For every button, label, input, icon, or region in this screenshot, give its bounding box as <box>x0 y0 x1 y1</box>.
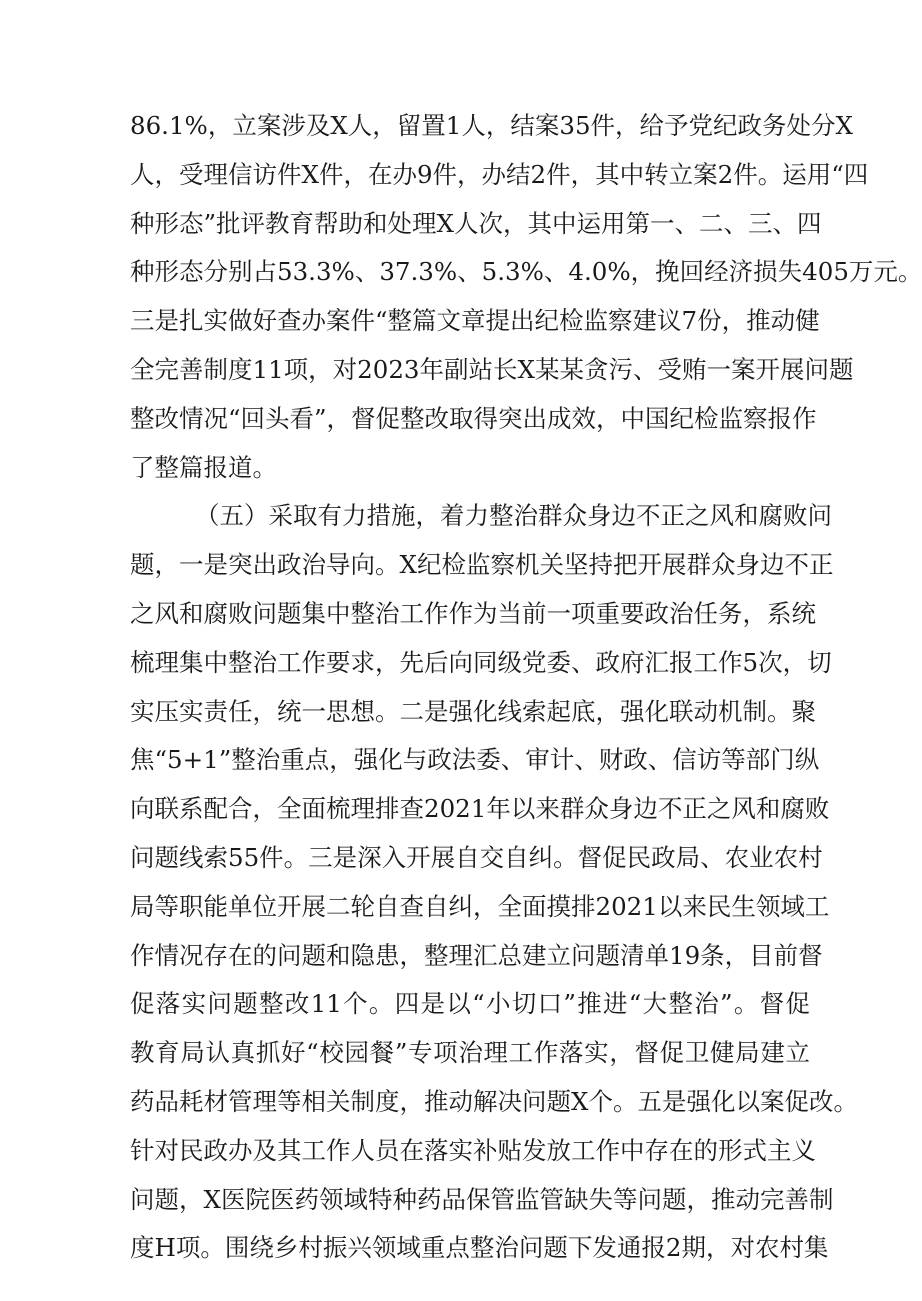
text-line: 全完善制度11项，对2023年副站长X某某贪污、受贿一案开展问题 <box>130 354 854 384</box>
text-line: 度H项。围绕乡村振兴领域重点整治问题下发通报2期，对农村集 <box>130 1233 829 1263</box>
text-line: 实压实责任，统一思想。二是强化线索起底，强化联动机制。聚 <box>130 696 816 726</box>
text-line: 86.1%，立案涉及X人，留置1人，结案35件，给予党纪政务处分X <box>130 111 853 140</box>
text-line: 三是扎实做好查办案件“整篇文章提出纪检监察建议7份，推动健 <box>130 306 820 336</box>
paragraph-1 <box>130 102 922 492</box>
text-line: 之风和腐败问题集中整治工作作为当前一项重要政治任务，系统 <box>130 598 816 628</box>
text-line: 种形态”批评教育帮助和处理X人次，其中运用第一、二、三、四 <box>130 208 822 238</box>
text-line: 题，一是突出政治导向。X纪检监察机关坚持把开展群众身边不正 <box>130 550 834 580</box>
text-line: 了整篇报道。 <box>130 452 277 482</box>
text-line: 作情况存在的问题和隐患，整理汇总建立问题清单19条，目前督 <box>130 940 823 970</box>
text-line: 整改情况“回头看”，督促整改取得突出成效，中国纪检监察报作 <box>130 403 817 433</box>
text-line: 人，受理信访件X件，在办9件，办结2件，其中转立案2件。运用“四 <box>130 159 869 189</box>
text-line: 问题线索55件。三是深入开展自交自纠。督促民政局、农业农村 <box>130 842 823 872</box>
text-line: 向联系配合，全面梳理排查2021年以来群众身边不正之风和腐败 <box>130 794 830 824</box>
text-line: 针对民政办及其工作人员在落实补贴发放工作中存在的形式主义 <box>130 1135 816 1165</box>
text-line: 焦“5+1”整治重点，强化与政法委、审计、财政、信访等部门纵 <box>130 745 820 775</box>
text-line: 问题，X医院医药领域特种药品保管监管缺失等问题，推动完善制 <box>130 1184 834 1214</box>
text-line: 局等职能单位开展二轮自查自纠，全面摸排2021以来民生领域工 <box>130 891 830 921</box>
text-line: 梳理集中整治工作要求，先后向同级党委、政府汇报工作5次，切 <box>130 647 832 677</box>
section-heading-line: （五）采取有力措施，着力整治群众身边不正之风和腐败问 <box>195 501 832 531</box>
text-line: 种形态分别占53.3%、37.3%、5.3%、4.0%，挽回经济损失405万元。 <box>130 257 922 287</box>
document-body <box>130 102 922 1273</box>
text-line: 促落实问题整改11个。四是以“小切口”推进“大整治”。督促 <box>130 989 810 1019</box>
text-line: 教育局认真抓好“校园餐”专项治理工作落实，督促卫健局建立 <box>130 1038 810 1068</box>
text-line: 药品耗材管理等相关制度，推动解决问题X个。五是强化以案促改。 <box>130 1086 858 1116</box>
paragraph-2 <box>130 492 858 1273</box>
